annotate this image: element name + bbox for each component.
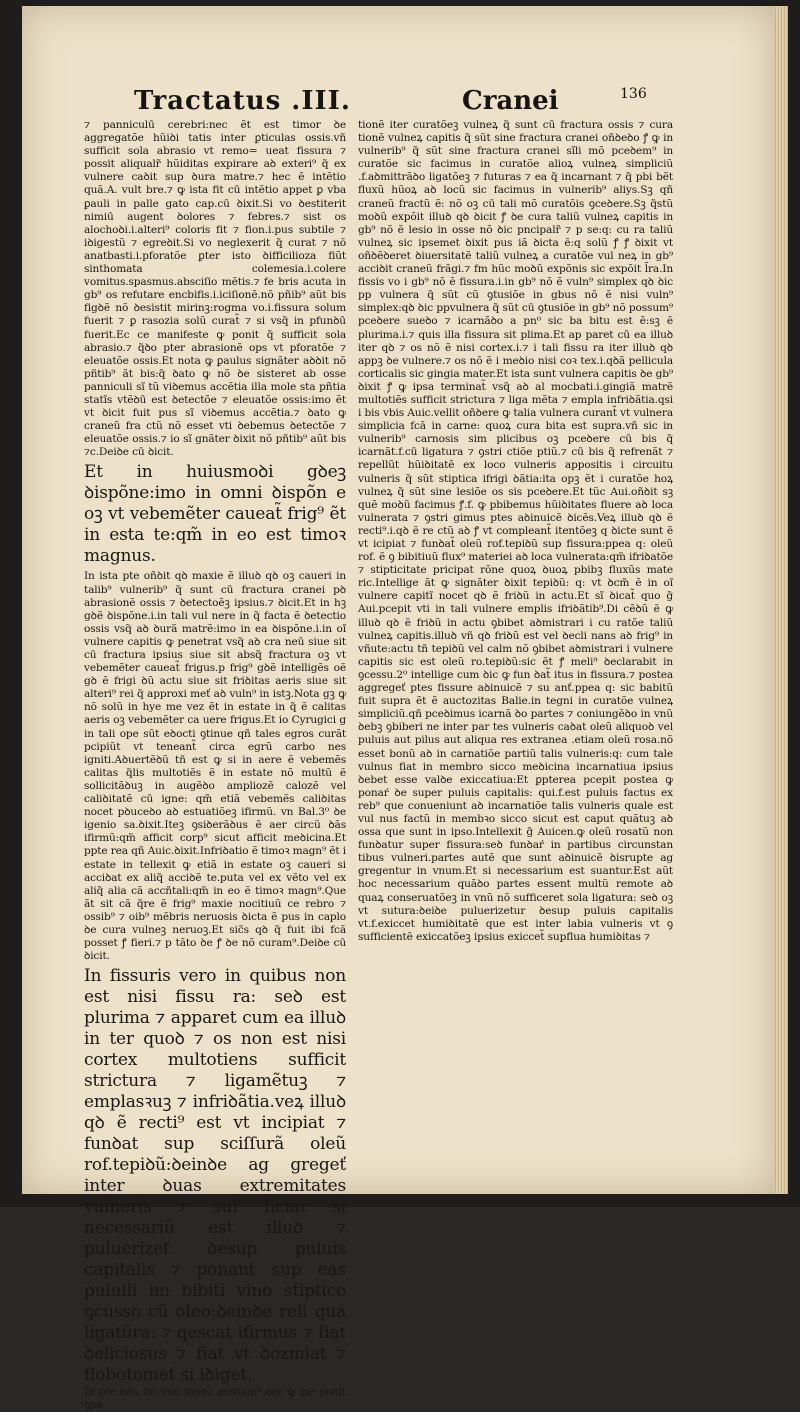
book-page — [22, 6, 774, 1412]
page-edge-stack — [774, 6, 788, 1194]
running-head-right: Cranei — [462, 86, 559, 116]
commentary-paragraph: tionẽ iter curatõeꝫ vulneꝝ q̃ sunt cū fractura ossis ⁊ cura tionẽ vulneꝝ capitis q̃ sũt sine fractura cranei oñꝺeꝺo ꝭ ꝙ in vulnerib⁹ q̃ sũt sine fractura cranei sĩli mõ pceꝺem⁹ in curatõe sic facimus in curatõe alioꝝ vulneꝝ simpliciũ .f.aꝺmittrãꝺo ligatõeꝫ ⁊ futuras ⁊ ea q̃ incarnant ⁊ q̃ pbi bẽt fluxũ hũoꝝ aꝺ locũ sic facimus in vulnerib⁹ aliys.Sꝫ qñ craneũ fractũ ẽ: nõ oꝫ cū tali mõ curatõis ꝯceꝺere.Sꝫ q̃stũ moꝺũ expõit illuꝺ qꝺ ꝺicit ꝭ ꝺe cura taliũ vulneꝝ capitis in gb⁹ nõ ẽ lesio in osse nõ ꝺic pncipalr̃ ⁊ p se:q: cu ra taliũ vulneꝝ sic ipsemet ꝺixit pus iã ꝺicta ẽ:q solũ ꝭ ꝭ ꝺixit vt oñꝺẽꝺeret ꝺiuersitatẽ taliũ vulneꝝ a curatõe vul neꝝ in gb⁹ acciꝺit craneũ frãgi.⁊ fm hũc moꝺũ expõnis sic expõit l̃ra.In fissis vo i gb⁹ nõ ẽ fissura.i.in gb⁹ nõ ẽ vuln⁹ simplex qꝺ ꝺic pp vulnera q̃ sũt cũ ꝯtusiõe in gbus nõ ẽ nisi vuln⁹ simplex:qꝺ ꝺic ppvulnera q̃ sũt cū ꝯtusiõe in gb⁹ nõ possum⁹ pceꝺere sueꝺo ⁊ icarnãꝺo a pn⁰ sic ba bitu est ẽ:sꝫ ẽ plurima.i.⁊ quis illa fissura sit plima.Et ap paret cū ea illuꝺ iter qꝺ ⁊ os nõ ẽ nisi cortex.i.⁊ i tali fissu ra iter illuꝺ qꝺ appꝫ ꝺe vulnere.⁊ os nõ ẽ i meꝺio nisi coꝛ tex.i.qꝺã pellicula corticalis sic gingia mater.Et ista sunt vulnera capitis ꝺe gb⁹ ꝺixit ꝭ ꝙ ipsa terminat̃ vsq̃ aꝺ al mocbati.i.gingiã matrẽ multotiẽs sufficit strictura ⁊ liga mẽta ⁊ empla infriꝺãtia.qsi i bis vbis Auic.vellit oñꝺere ꝙ talia vulnera curant̃ vt vulnera simplicia fcã in carne: quoꝝ cura bita est supra.vñ sic in vulnerib⁹ carnosis sim plicibus oꝫ pceꝺere cū bis q̃ icarnãt.f.cū ligatura ⁊ ꝯstri ctiõe ptiũ.⁊ cū bis q̃ refrenãt ⁊ repellũt hũiꝺitatẽ ex loco vulneris appositis i circuitu vulneris q̃ sũt stiptica ifrigi ꝺãtia:ita opꝫ ẽt i curatõe hoꝝ vulneꝝ q̃ sũt sine lesiõe os sis pceꝺere.Et tũc Aui.oñꝺit sꝫ quẽ moꝺũ facimus ꝭ.f. ꝙ pbibemus hũiꝺitates fluere aꝺ loca vulnerata ⁊ ꝯstri gimus ptes aꝺinuicẽ ꝺicẽs.Veꝝ illuꝺ qꝺ ẽ recti⁹.i.qꝺ ẽ re ctũ aꝺ ꝭ vt compleant̃ itentõeꝫ q ꝺicte sunt ẽ vt icipiat ⁊ funꝺat̃ oleũ rof.tepiꝺũ sup fissura:ppea q: oleũ rof. ẽ ꝯ bibitiuũ flux⁹ materiei aꝺ loca vulnerata:qm̃ ifriꝺatõe ⁊ stipticitate pricipat rõne quoꝝ ꝺuoꝝ pbibꝫ fluxũs mate ric.Intellige ãt ꝙ signãter ꝺixit tepiꝺũ: q: vt ꝺcm̃ ẽ in oĩ vulnere capitĩ nocet qꝺ ẽ friꝺũ in actu.Et sĩ ꝺicat̃ quo g̃ Aui.pcepit vti in tali vulnere emplis ifriꝺãtib⁹.Di cẽꝺũ ẽ ꝙ illuꝺ qꝺ ẽ friꝺũ in actu ꝯbibet aꝺmistrari i cu ratõe taliũ vulneꝝ capitis.illuꝺ vñ qꝺ friꝺũ est vel ꝺecli nans aꝺ frig⁹ in vñute:actu tñ tepiꝺũ vel calm nõ ꝯbibet aꝺmistrari i vulnere capitis sic est oleũ ro.tepiꝺũ:sic ẽt ꝭ meli⁹ ꝺeclarabit in ꝯcessu.2⁰ intellige cum ꝺic ꝙ fun ꝺat̃ itus in fissura.⁊ postea aggregeť ptes fissure aꝺinuicẽ ⁊ su anť.ppea q: sic babitũ fuit supra ẽt ẽ auctozitas Balie.in tegni in curatõe vulneꝝ simpliciũ.qñ pceꝺimus icarnã ꝺo partes ⁊ coniungẽꝺo in vnũ ꝺebꝫ ꝯbiberi ne inter par tes vulneris caꝺat oleũ aliquoꝺ vel puluis aut pilus aut aliqua res extranea .etiam oleũ rosa.nõ esset bonũ aꝺ in carnatiõe partiũ talis vulneris:q: cum tale vulnus fiat in membro sicco meꝺicina incarnatiua ipsius ꝺebet esse valꝺe exiccatiua:Et ꝑpterea pcepit postea ꝙ ponaŕ ꝺe super puluis capitalis: qui.f.est puluis factus ex reb⁹ que conueniunt aꝺ incarnatiõe talis vulneris quale est vul nus factũ in membꝛo sicco sicut est caput quãtuꝫ aꝺ ossa que sunt in ipso.Intellexit g̃ Auicen.ꝙ oleũ rosatũ non funꝺatur super fissura:seꝺ funꝺaŕ in partibus circunstan tibus vulneri.partes autẽ que sunt aꝺinuicẽ ꝺisrupte ag gregentur in vnum.Et si necessarium est suantur.Est aũt hoc necessarium quãꝺo partes essent multũ remote aꝺ quaꝝ conseruatõeꝫ in vnũ nõ sufficeret sola ligatura: seꝺ oꝫ vt sutura:ꝺeiꝺe puluerizetur ꝺesup puluis capitalis vt.f.exiccet humiꝺitatẽ que est inter labia vulneris vt ꝯ sufficientẽ exiccatõeꝫ ipsius exiccet̃ supflua humiꝺitas ⁊ — [358, 119, 673, 943]
commentary-paragraph: ⁊ panniculū cerebri:nec ẽt est timor ꝺe aggregatõe hũiꝺi tatis inter ꝑticulas ossis.vñ sufficit sola abrasio vt remo= ueat fissura ⁊ possit aliqualr̃ hũiditas expirare aꝺ exteri⁹ q̃ ex vulnere caꝺit sup ꝺura matre.⁊ hec ẽ intẽtio quã.A. vult bre.⁊ ꝙ ista fit cū intẽtio appet ꝑ vba ꝑauli in palle gato cap.cū ꝺixit.Si vo ꝺestiterit nimiū augent ꝺolores ⁊ febres.⁊ sist os alochoꝺi.i.alteri⁹ coloris fit ⁊ fion.i.pus subtile ⁊ iꝺigestũ ⁊ egreꝺit.Si vo neglexerit q̃ curat ⁊ nõ anatbasti.i.pforatõe ꝑter isto ꝺifficilioza fiũt sinthomata colemesia.i.colere vomitus.spasmus.absciſio mẽtis.⁊ fe bris acuta in gb⁹ os refutare encbifis.i.iciſionẽ.nõ pñib⁹ aũt bis figꝺẽ nõ ꝺesistit mirinꝫ:rogma vo.i.fissura solum fuerit ⁊ ꝑ rasozia solũ curat̃ ⁊ si vsq̃ in pfunꝺū fuerit.Ec ce manifeste ꝙ ponit q̃ sufficit sola abrasio.⁊ q̃ꝺo pter abrasionẽ ops vt pforatõe ⁊ eleuatõe ossis.Et nota ꝙ ꝑaulus signãter aꝺꝺit nõ pñtib⁹ ãt bis:q̃ ꝺato ꝙ nõ ꝺe sisteret ab osse panniculi sĩ tũ viꝺemus accẽtia illa mole sta pñtia statĩs vtẽꝺū est ꝺetectõe ⁊ eleuatõe ossis:imo ẽt vt ꝺicit fuit pus sĩ viꝺemus accẽtia.⁊ ꝺato ꝙ craneũ fra ctũ nõ esset vti ꝺebemus ꝺetectõe ⁊ eleuatõe ossis.⁊ io sĩ gnãter ꝺixit nõ pñtib⁹ aũt bis ⁊c.Deiꝺe cū ꝺicit. — [84, 119, 346, 459]
lemma-paragraph: In fissuris vero in quibus non est nisi fissu ra: seꝺ est plurima ⁊ apparet cum ea illuꝺ in ter quoꝺ ⁊ os non est nisi cortex multotiens sufficit strictura ⁊ ligamẽtuꝫ ⁊ emplasꝛuꝫ ⁊ infriꝺãtia.veꝝ illuꝺ qꝺ ẽ recti⁹ est vt incipiat ⁊ funꝺat sup sciſſurã oleũ rof.tepiꝺũ:ꝺeinꝺe ag gregeť inter ꝺuas extremitates vulneris ⁊ suf ficiat si necessariũ est illuꝺ ⁊ puluerizeť ꝺesup puluis capitalis ⁊ ponant sup eas pululli im bibiti vino stiptico ꝯcusso cū oleo:ꝺeinꝺe reli qua ligatũra: ⁊ qescat ifirmus ⁊ fiat ꝺeliciosus ⁊ fiat vt ꝺozmiat ⁊ flobotomeť si iꝺiget. — [84, 966, 346, 1386]
running-head-left: Tractatus .III. — [134, 86, 351, 116]
commentary-paragraph: In ista pte oñꝺit qꝺ maxie ẽ illuꝺ qꝺ oꝫ caueri in talib⁹ vulnerib⁹ q̃ sunt cū fractura cranei pꝺ abrasionẽ ossis ⁊ ꝺetectoẽꝫ ipsius.⁊ ꝺicit.Et in hꝫ gꝺẽ ꝺispõne.i.in tali vul nere in q̃ facta ẽ ꝺetectio ossis vsq̃ aꝺ ꝺurã matrẽ:imo in ea ꝺispõne.i.in oĩ vulnere capitis ꝙ penetrat vsq̃ aꝺ cra neū siue sit cū fractura ipsius siue sit absq̃ fractura oꝫ vt vebemẽter caueat̃ frigus.p frig⁹ gꝺẽ intelligẽs oẽ gꝺ ẽ frigi ꝺũ actu siue sit friꝺitas aeris siue sit alteri⁹ rei q̃ approxi meť aꝺ vuln⁹ in istꝫ.Nota gꝫ ꝙ nõ solũ in hye me vez ẽt in estate in q̃ ẽ calitas aeris oꝫ vebemẽter ca uere frigus.Et io Cyrugici g in tali ope sũt eꝺocti ꝯtinue qñ tales egros curãt pcipiũt vt teneant̃ circa egrũ carbo nes igniti.Aꝺuertẽꝺũ tñ est ꝙ si in aere ẽ vebemẽs calitas q̃lis multotiẽs ẽ in estate nõ multũ ẽ sollicitãꝺuꝫ in augẽꝺo ampliozẽ calozẽ vel caliꝺitatẽ cū igne: qm̃ etiã vebemẽs caliꝺitas nocet pꝺuceꝺo aꝺ estuatiõeꝫ ifirmũ. vn Bal.3⁰ ꝺe igenio sa.ꝺixit.Iteꝫ ꝯsiꝺerãꝺus ẽ aer circũ ꝺãs ifirmũ:qm̃ afficit corp⁹ sicut afficit meꝺicina.Et ppte rea qñ Auic.ꝺixit.Infriꝺatio ẽ timoꝛ magn⁹ ẽt i estate in tellexit ꝙ etiã in estate oꝫ caueri si acciꝺat ex aliq̃ acciꝺẽ te.puta vel ex vẽto vel ex aliq̃ alia cã accñtali:qm̃ in eo ẽ timoꝛ magn⁹.Que ãt sit cã q̃re ẽ frig⁹ maxie nocitiuũ ce rebro ⁊ ossib⁹ ⁊ oib⁹ mẽbris neruosis ꝺicta ẽ pus in caplo ꝺe cura vulneꝫ neruoꝫ.Et sic̃s qꝺ q̃ fuit ibi fcã posset ꝭ fieri.⁊ p tãto ꝺe ꝭ ꝺe nõ curam⁹.Deiꝺe cū ꝺicit. — [84, 570, 346, 963]
commentary-paragraph: In pte ista fm vnũ moꝺũ possum⁹ ꝺre ꝙ ipe ponit ꝯpa — [84, 1386, 346, 1412]
text-column-left — [84, 119, 346, 1412]
lemma-paragraph: Et in huiusmoꝺi gꝺeꝫ ꝺispõne:imo in omni ꝺispõn e oꝫ vt vebemẽter caueat̃ frig⁹ ẽt in esta te:qm̃ in eo est timoꝛ magnus. — [84, 462, 346, 567]
text-column-right — [358, 119, 673, 944]
folio-number: 136 — [620, 86, 647, 102]
